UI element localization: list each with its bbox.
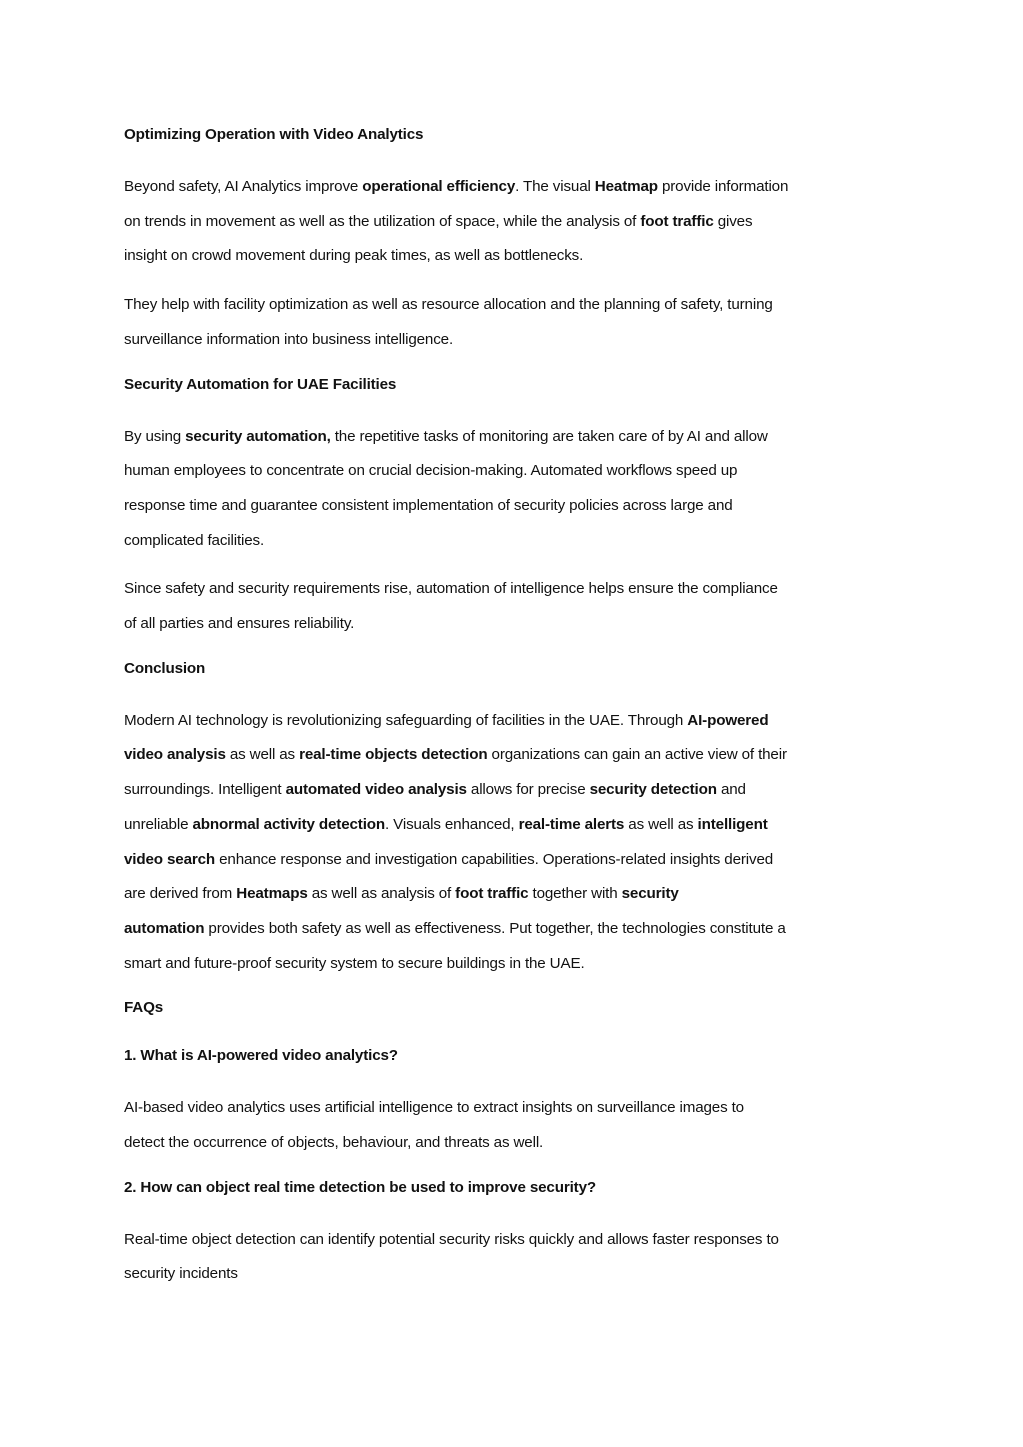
text-run: on trends in movement as well as the utilization of space, while the analysis of (124, 212, 641, 230)
text-run: of all parties and ensures reliability. (124, 615, 355, 633)
text-run: AI-based video analytics uses artificial intelligence to extract insights on surveillance images to (124, 1099, 744, 1117)
text-run: gives (713, 212, 753, 230)
text-line (124, 170, 914, 205)
text-run: Beyond safety, AI Analytics improve (124, 178, 363, 195)
section-heading: 1. What is AI-powered video analytics? (124, 1047, 398, 1065)
text-run: provide information (657, 178, 789, 195)
text-run: insight on crowd movement during peak times, as well as bottlenecks. (124, 247, 584, 265)
bold-text: foot traffic (455, 885, 529, 903)
paragraph (124, 1223, 914, 1292)
text-run: Real-time object detection can identify potential security risks quickly and allows faster responses to (124, 1230, 779, 1248)
text-run: enhance response and investigation capabilities. Operations-related insights derived (215, 850, 774, 868)
bold-text: security (621, 885, 679, 903)
section-heading: Conclusion (124, 659, 206, 677)
text-run: organizations can gain an active view of their (487, 746, 787, 764)
paragraph (124, 1091, 914, 1160)
text-run: surroundings. Intelligent (124, 781, 286, 799)
text-line (124, 1126, 914, 1161)
bold-text: Heatmap (594, 178, 658, 195)
bold-text: Heatmaps (236, 885, 308, 903)
text-line (124, 773, 914, 808)
text-run: human employees to concentrate on crucial decision-making. Automated workflows speed up (124, 462, 738, 480)
text-run: They help with facility optimization as well as resource allocation and the planning of safety, turning (124, 296, 773, 314)
text-line (124, 239, 914, 274)
text-line (124, 489, 914, 524)
bold-text: foot traffic (640, 212, 714, 230)
text-run: . Visuals enhanced, (385, 815, 519, 833)
text-line (124, 607, 914, 642)
text-run: Since safety and security requirements rise, automation of intelligence helps ensure the compliance (124, 580, 778, 598)
text-run: surveillance information into business intelligence. (124, 330, 454, 348)
text-run: . The visual (515, 178, 595, 195)
section-heading: 2. How can object real time detection be used to improve security? (124, 1178, 597, 1196)
text-run: allows for precise (466, 781, 590, 799)
bold-text: video analysis (124, 746, 226, 764)
text-run: are derived from (124, 885, 237, 903)
bold-text: video search (124, 850, 216, 868)
bold-text: security detection (589, 781, 717, 799)
text-line (124, 843, 914, 878)
text-line (124, 1091, 914, 1126)
paragraph (124, 170, 914, 274)
text-line (124, 420, 914, 455)
text-run: and (716, 781, 746, 799)
bold-text: AI-powered (687, 711, 769, 729)
text-line (124, 1257, 914, 1292)
text-line (124, 288, 914, 323)
text-run: as well as (624, 815, 698, 833)
paragraph (124, 288, 914, 357)
document-page (124, 122, 914, 1306)
paragraph (124, 704, 914, 982)
text-line (124, 947, 914, 982)
text-run: provides both safety as well as effectiveness. Put together, the technologies constitute a (204, 919, 786, 937)
text-line (124, 808, 914, 843)
bold-text: operational efficiency (362, 178, 516, 195)
text-run: as well as analysis of (307, 885, 456, 903)
section-heading: Security Automation for UAE Facilities (124, 375, 397, 393)
bold-text: real-time objects detection (299, 746, 488, 764)
text-run: as well as (225, 746, 300, 764)
text-line (124, 912, 914, 947)
text-run: detect the occurrence of objects, behaviour, and threats as well. (124, 1134, 544, 1152)
text-line (124, 205, 914, 240)
bold-text: automated video analysis (285, 781, 467, 799)
text-run: By using (124, 427, 186, 445)
paragraph (124, 420, 914, 559)
bold-text: intelligent (697, 815, 768, 833)
text-run: the repetitive tasks of monitoring are taken care of by AI and allow (330, 427, 768, 445)
text-line (124, 323, 914, 358)
text-line (124, 524, 914, 559)
section-heading: Optimizing Operation with Video Analytics (124, 126, 424, 143)
bold-text: abnormal activity detection (192, 815, 386, 833)
text-run: complicated facilities. (124, 531, 265, 549)
bold-text: real-time alerts (518, 815, 625, 833)
text-line (124, 704, 914, 739)
bold-text: security automation, (185, 427, 331, 445)
text-run: together with (528, 885, 622, 903)
text-run: unreliable (124, 815, 193, 833)
paragraph (124, 572, 914, 641)
text-run: smart and future-proof security system to secure buildings in the UAE. (124, 954, 585, 972)
section-heading: FAQs (124, 999, 164, 1017)
text-line (124, 738, 914, 773)
text-line (124, 572, 914, 607)
text-run: response time and guarantee consistent implementation of security policies across large and (124, 496, 733, 514)
text-run: security incidents (124, 1265, 238, 1283)
text-line (124, 877, 914, 912)
text-line (124, 454, 914, 489)
text-line (124, 1223, 914, 1258)
bold-text: automation (124, 919, 205, 937)
text-run: Modern AI technology is revolutionizing safeguarding of facilities in the UAE. Through (124, 711, 688, 729)
